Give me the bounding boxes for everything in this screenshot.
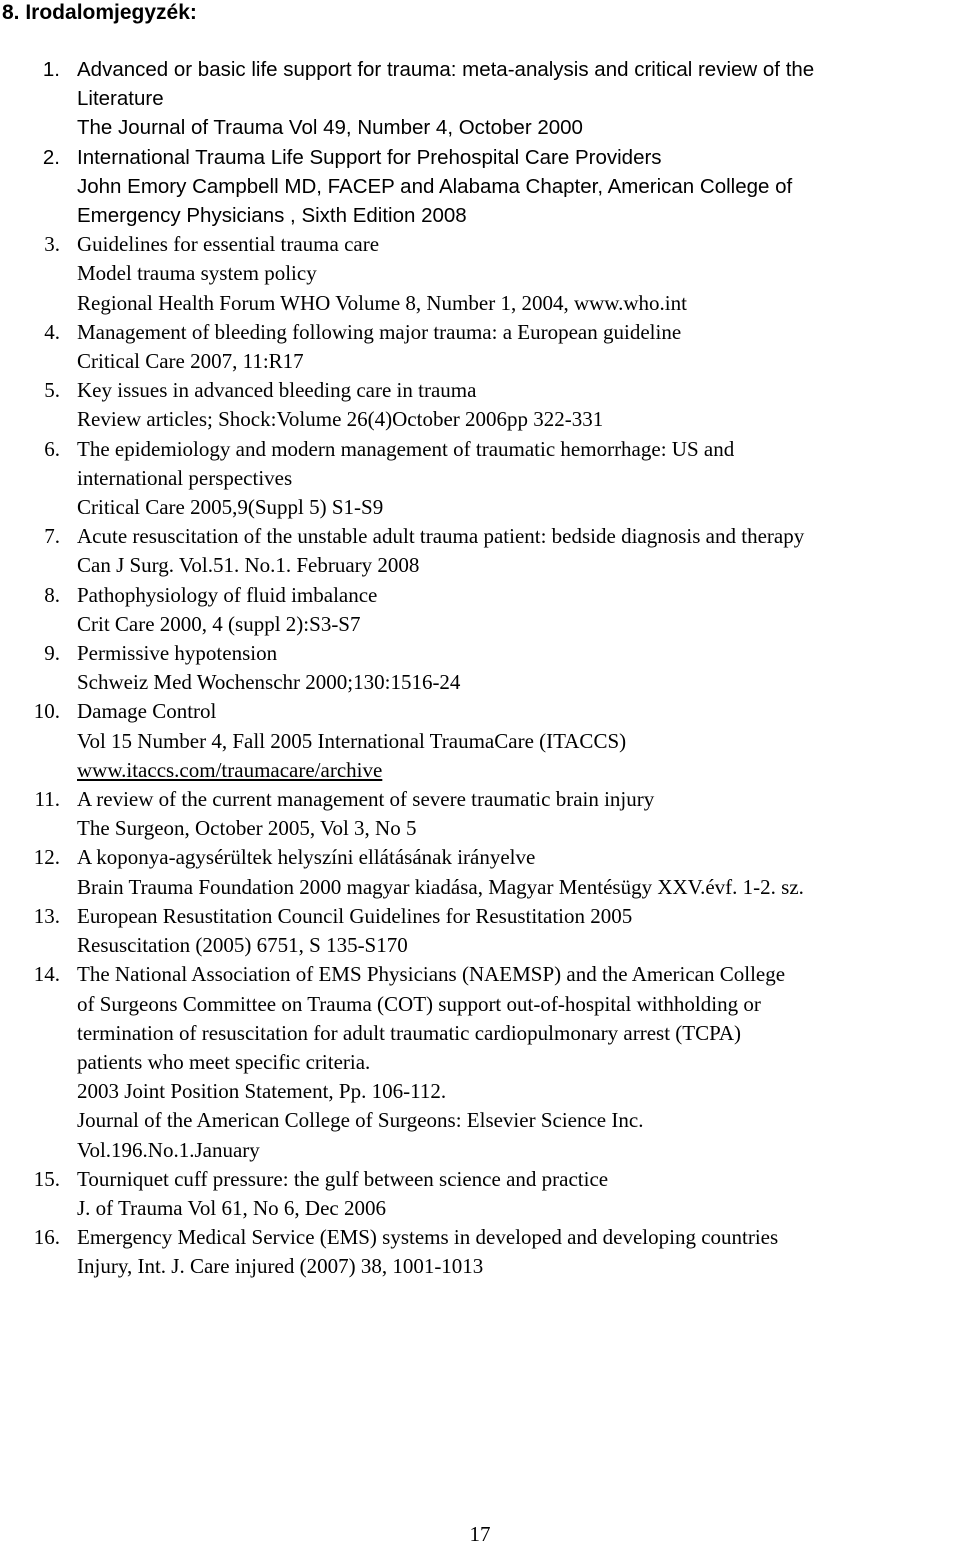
reference-line: The Surgeon, October 2005, Vol 3, No 5 <box>77 816 417 841</box>
reference-number: 1. <box>42 58 60 81</box>
reference-number: 4. <box>44 319 60 344</box>
reference-number: 15. <box>33 1166 60 1191</box>
reference-item <box>0 376 960 434</box>
reference-line: Can J Surg. Vol.51. No.1. February 2008 <box>77 553 420 578</box>
reference-line: Crit Care 2000, 4 (suppl 2):S3-S7 <box>77 611 361 636</box>
reference-line: Pathophysiology of fluid imbalance <box>77 582 378 607</box>
reference-line: Emergency Physicians , Sixth Edition 2008 <box>77 204 467 228</box>
reference-item <box>0 1165 960 1223</box>
reference-line: Acute resuscitation of the unstable adult trauma patient: bedside diagnosis and therapy <box>77 524 805 549</box>
reference-number: 8. <box>44 582 60 607</box>
reference-item <box>0 785 960 843</box>
reference-line: Key issues in advanced bleeding care in trauma <box>77 378 477 403</box>
reference-line: Injury, Int. J. Care injured (2007) 38, 1001-1013 <box>77 1254 484 1279</box>
reference-number: 16. <box>33 1225 60 1250</box>
reference-line: Emergency Medical Service (EMS) systems in developed and developing countries <box>77 1225 779 1250</box>
reference-line: Vol.196.No.1.January <box>77 1137 260 1162</box>
reference-number: 9. <box>44 641 60 666</box>
reference-line: termination of resuscitation for adult traumatic cardiopulmonary arrest (TCPA) <box>77 1020 742 1045</box>
page-number: 17 <box>469 1522 491 1546</box>
reference-line: Brain Trauma Foundation 2000 magyar kiadása, Magyar Mentésügy XXV.évf. 1-2. sz. <box>77 874 804 899</box>
reference-line: international perspectives <box>77 465 293 490</box>
reference-number: 3. <box>44 232 60 257</box>
section-heading: 8. Irodalomjegyzék: <box>2 1 197 24</box>
reference-line: John Emory Campbell MD, FACEP and Alabama Chapter, American College of <box>77 174 793 198</box>
reference-number: 7. <box>44 524 60 549</box>
reference-number: 6. <box>44 436 60 461</box>
reference-item <box>0 697 960 785</box>
reference-item <box>0 960 960 1164</box>
reference-line: Permissive hypotension <box>77 641 278 666</box>
reference-line: 2003 Joint Position Statement, Pp. 106-112. <box>77 1079 447 1104</box>
reference-number: 13. <box>33 903 60 928</box>
reference-number: 10. <box>33 699 60 724</box>
reference-line: A koponya-agysérültek helyszíni ellátásának irányelve <box>77 845 536 870</box>
reference-item <box>0 843 960 901</box>
reference-number: 2. <box>42 145 60 169</box>
reference-number: 14. <box>33 962 60 987</box>
reference-line: Resuscitation (2005) 6751, S 135-S170 <box>77 933 408 958</box>
reference-line: The National Association of EMS Physicians (NAEMSP) and the American College <box>77 962 786 987</box>
reference-line: patients who meet specific criteria. <box>77 1049 371 1074</box>
reference-line: Review articles; Shock:Volume 26(4)October 2006pp 322-331 <box>77 407 604 432</box>
reference-line: Advanced or basic life support for trauma: meta-analysis and critical review of the <box>77 58 815 81</box>
reference-item <box>0 143 960 231</box>
reference-item <box>0 902 960 960</box>
reference-line: Schweiz Med Wochenschr 2000;130:1516-24 <box>77 670 461 695</box>
reference-line: Tourniquet cuff pressure: the gulf between science and practice <box>77 1166 609 1191</box>
reference-line: The Journal of Trauma Vol 49, Number 4, October 2000 <box>77 116 583 140</box>
reference-item <box>0 55 960 143</box>
reference-line: Critical Care 2005,9(Suppl 5) S1-S9 <box>77 495 384 520</box>
reference-link[interactable]: www.itaccs.com/traumacare/archive <box>77 757 383 782</box>
reference-item <box>0 435 960 523</box>
reference-number: 12. <box>33 845 60 870</box>
reference-line: Management of bleeding following major trauma: a European guideline <box>77 319 682 344</box>
reference-line: of Surgeons Committee on Trauma (COT) support out-of-hospital withholding or <box>77 991 761 1016</box>
reference-line: Vol 15 Number 4, Fall 2005 International TraumaCare (ITACCS) <box>77 728 627 753</box>
reference-line: J. of Trauma Vol 61, No 6, Dec 2006 <box>77 1195 386 1220</box>
reference-number: 11. <box>34 787 60 812</box>
reference-line: The epidemiology and modern management of traumatic hemorrhage: US and <box>77 436 735 461</box>
reference-line: Journal of the American College of Surgeons: Elsevier Science Inc. <box>77 1108 644 1133</box>
reference-line: Damage Control <box>77 699 217 724</box>
reference-line: Regional Health Forum WHO Volume 8, Number 1, 2004, www.who.int <box>77 290 687 315</box>
reference-item <box>0 230 960 318</box>
reference-line: International Trauma Life Support for Prehospital Care Providers <box>77 145 662 169</box>
reference-line: Guidelines for essential trauma care <box>77 232 380 257</box>
reference-line: European Resustitation Council Guidelines for Resustitation 2005 <box>77 903 633 928</box>
reference-list <box>0 55 960 1282</box>
reference-item <box>0 1223 960 1281</box>
reference-line: Model trauma system policy <box>77 261 317 286</box>
reference-number: 5. <box>44 378 60 403</box>
reference-item <box>0 581 960 639</box>
reference-item <box>0 318 960 376</box>
reference-line: Literature <box>77 87 164 111</box>
reference-line: A review of the current management of severe traumatic brain injury <box>77 787 655 812</box>
reference-line: Critical Care 2007, 11:R17 <box>77 349 304 374</box>
reference-item <box>0 522 960 580</box>
reference-item <box>0 639 960 697</box>
